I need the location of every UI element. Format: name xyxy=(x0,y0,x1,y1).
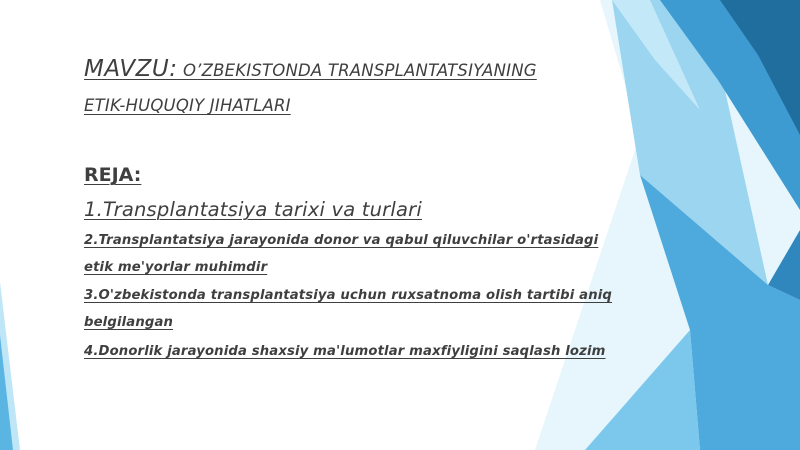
plan-heading: REJA: xyxy=(84,164,142,186)
title-line-1 xyxy=(84,56,537,82)
plan-item-3-line-2: belgilangan xyxy=(84,315,174,330)
plan-item-2-line-2: etik me'yorlar muhimdir xyxy=(84,260,268,275)
slide-content xyxy=(84,0,644,450)
title-line-2: ETIK-HUQUQIY JIHATLARI xyxy=(84,96,291,115)
title-line-1-text: O’ZBEKISTONDA TRANSPLANTATSIYANING xyxy=(177,61,537,80)
plan-item-2-line-1: 2.Transplantatsiya jarayonida donor va qabul qiluvchilar o'rtasidagi xyxy=(84,233,599,248)
title-prefix: MAVZU: xyxy=(84,56,178,82)
plan-item-4: 4.Donorlik jarayonida shaxsiy ma'lumotlar maxfiyligini saqlash lozim xyxy=(84,344,606,359)
plan-item-3-line-1: 3.O'zbekistonda transplantatsiya uchun ruxsatnoma olish tartibi aniq xyxy=(84,288,613,303)
plan-item-1: 1.Transplantatsiya tarixi va turlari xyxy=(84,198,422,221)
